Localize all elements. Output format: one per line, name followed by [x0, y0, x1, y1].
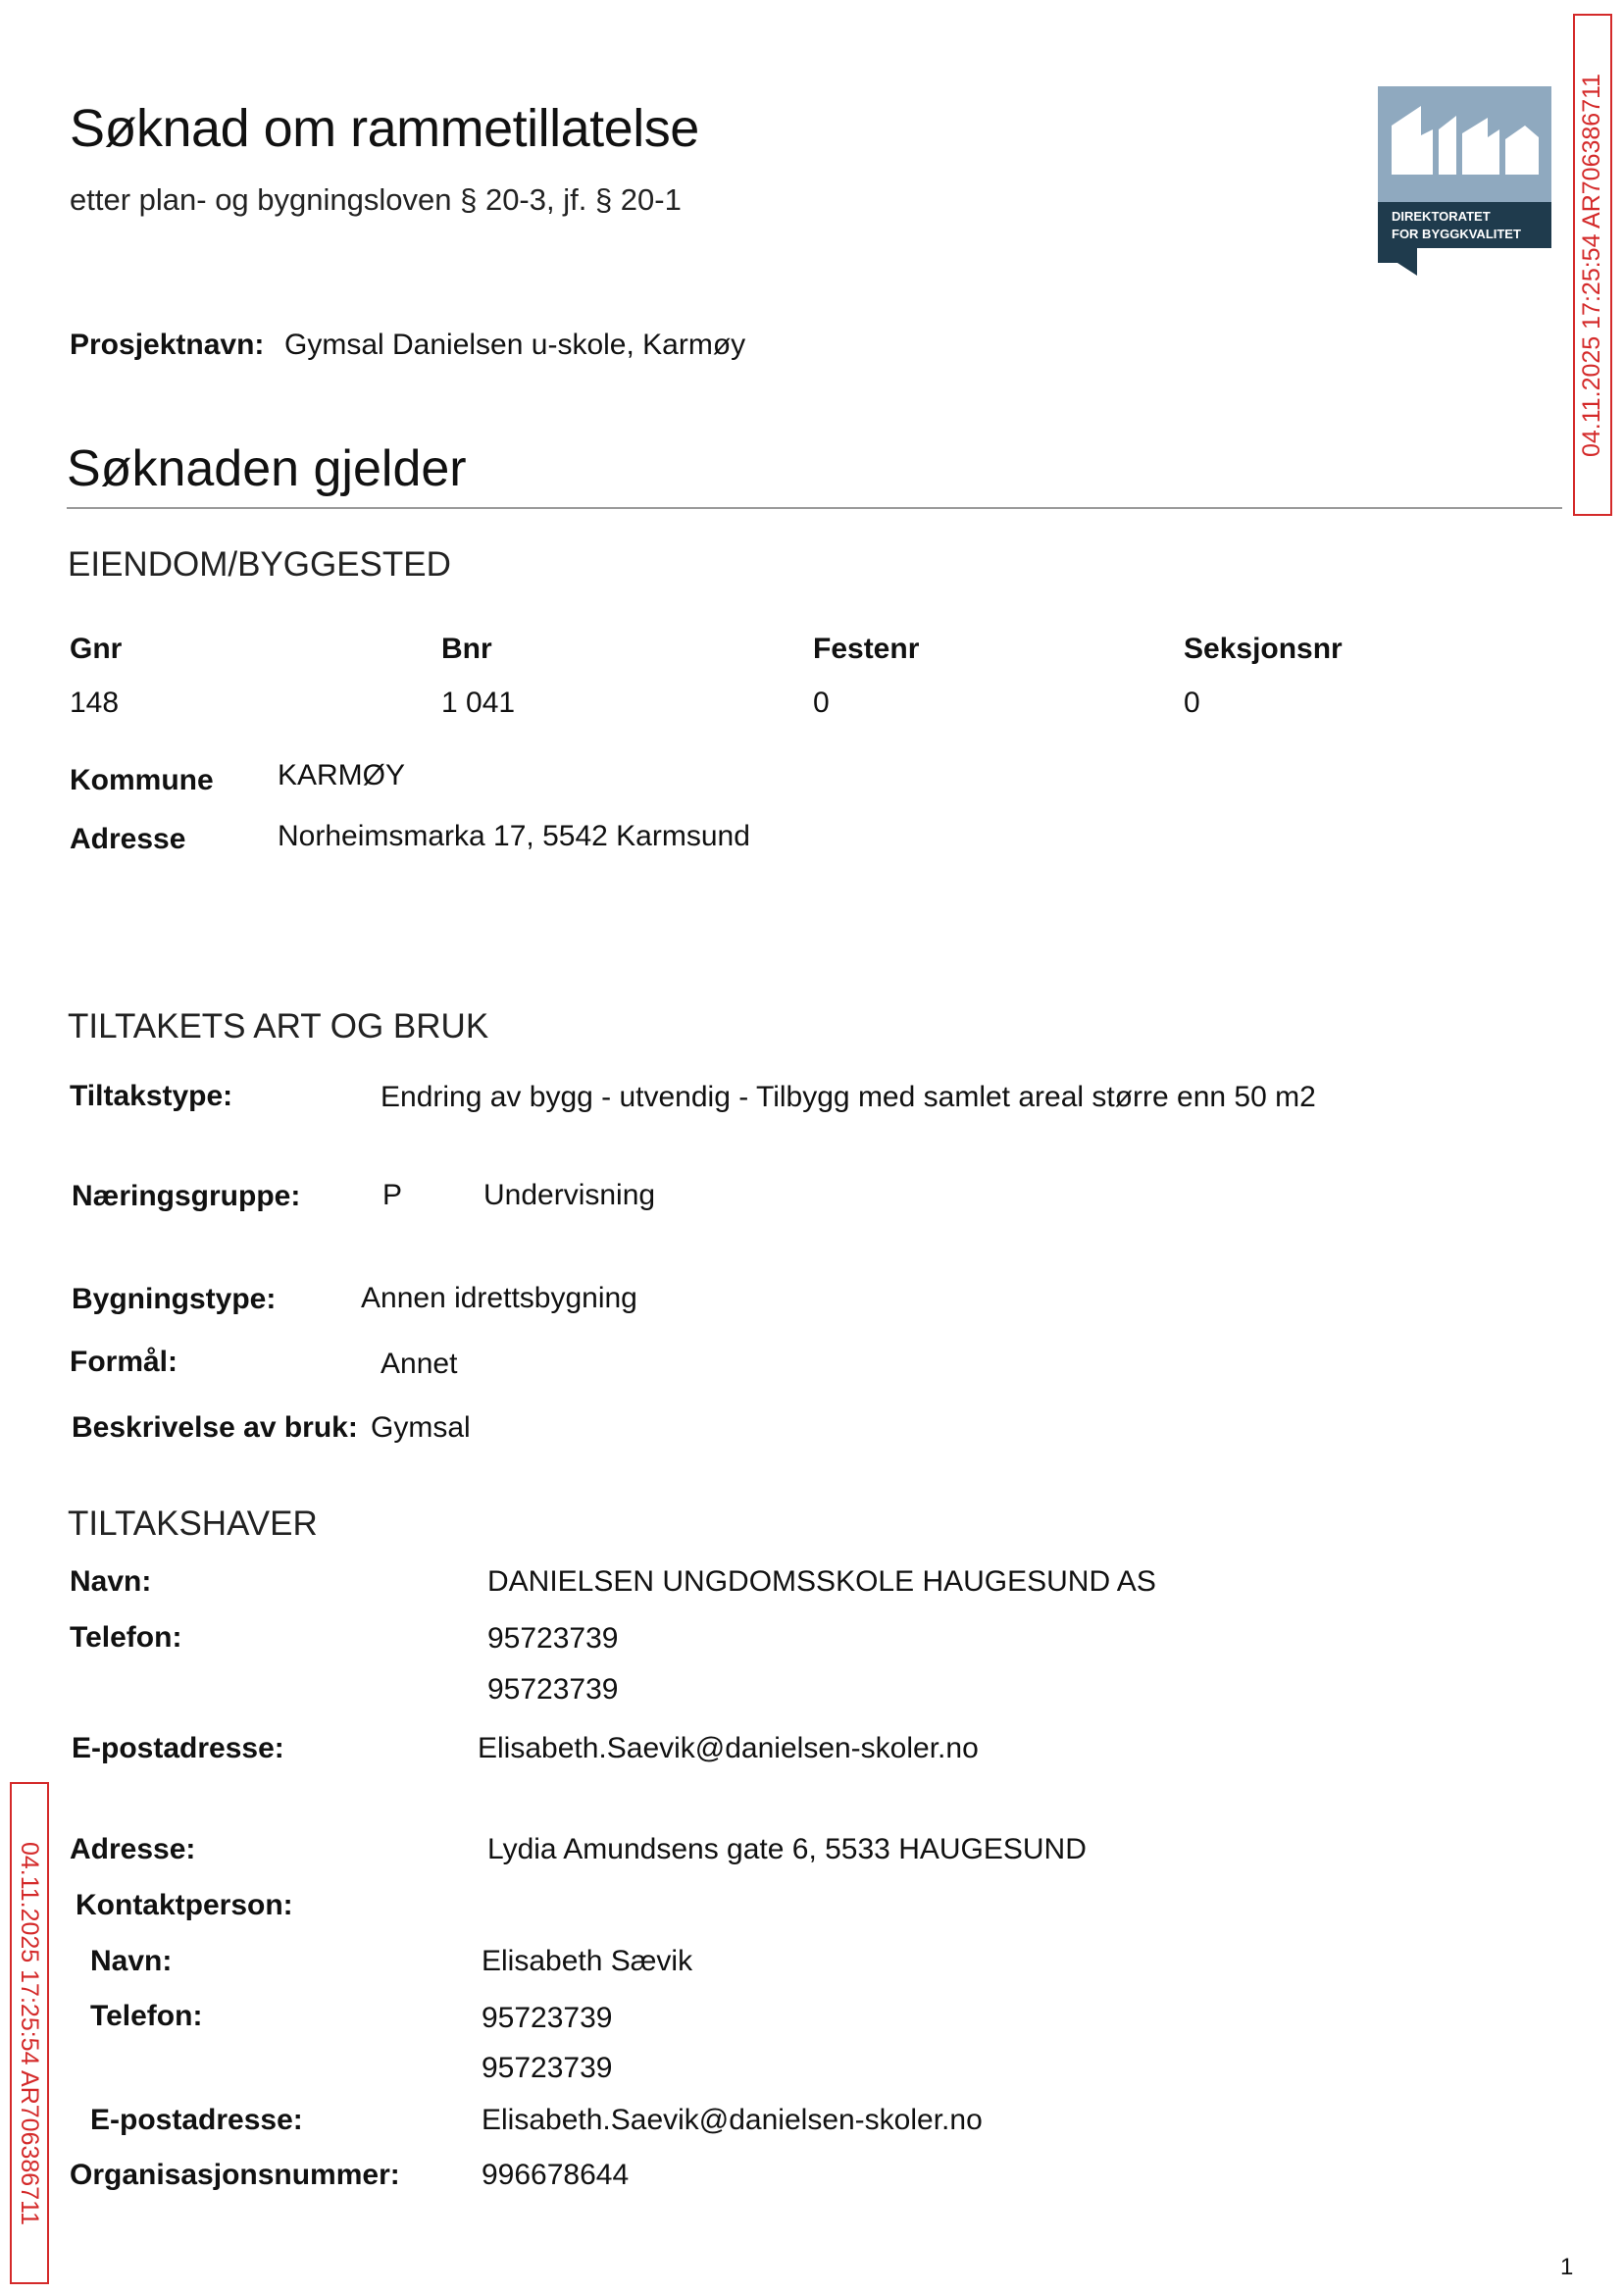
property-address-label: Adresse — [70, 823, 186, 855]
owner-phone-label: Telefon: — [70, 1621, 182, 1654]
org-number-label: Organisasjonsnummer: — [70, 2159, 400, 2191]
contact-name-value: Elisabeth Sævik — [482, 1945, 693, 1977]
dibk-logo — [1378, 86, 1551, 276]
application-heading: Søknaden gjelder — [67, 440, 467, 497]
contact-name-label: Navn: — [90, 1945, 173, 1977]
owner-heading: TILTAKSHAVER — [68, 1504, 318, 1543]
logo-text-line1: DIREKTORATET — [1392, 209, 1491, 224]
industry-label: Næringsgruppe: — [72, 1180, 301, 1212]
contact-phone-label: Telefon: — [90, 2000, 203, 2032]
heading-divider — [67, 507, 1562, 509]
owner-email-label: E-postadresse: — [72, 1732, 284, 1764]
org-number-value: 996678644 — [482, 2159, 630, 2191]
seksjonsnr-header: Seksjonsnr — [1184, 633, 1343, 665]
purpose-label: Formål: — [70, 1346, 178, 1378]
gnr-header: Gnr — [70, 633, 123, 665]
owner-phone-value-1: 95723739 — [487, 1622, 619, 1655]
festenr-header: Festenr — [813, 633, 920, 665]
logo-text-line2: FOR BYGGKVALITET — [1392, 227, 1521, 241]
owner-address-value: Lydia Amundsens gate 6, 5533 HAUGESUND — [487, 1833, 1087, 1865]
page-number: 1 — [1560, 2254, 1574, 2280]
owner-phone-value-2: 95723739 — [487, 1673, 619, 1706]
industry-code: P — [382, 1179, 403, 1211]
owner-address-label: Adresse: — [70, 1833, 196, 1865]
purpose-value: Annet — [381, 1348, 458, 1380]
stamp-left-text: 04.11.2025 17:25:54 AR706386711 — [16, 1841, 44, 2225]
owner-name-label: Navn: — [70, 1565, 152, 1598]
stamp-left — [10, 1782, 49, 2284]
contact-email-value: Elisabeth.Saevik@danielsen-skoler.no — [482, 2104, 983, 2136]
seksjonsnr-value: 0 — [1184, 687, 1200, 719]
property-address-value: Norheimsmarka 17, 5542 Karmsund — [278, 820, 750, 852]
festenr-value: 0 — [813, 687, 830, 719]
bnr-value: 1 041 — [441, 687, 516, 719]
property-heading: EIENDOM/BYGGESTED — [68, 545, 451, 584]
building-type-value: Annen idrettsbygning — [361, 1282, 637, 1314]
measure-type-label: Tiltakstype: — [70, 1080, 233, 1112]
contact-phone-value-1: 95723739 — [482, 2002, 613, 2034]
project-name-value: Gymsal Danielsen u-skole, Karmøy — [284, 329, 746, 361]
contact-email-label: E-postadresse: — [90, 2104, 303, 2136]
measure-type-value: Endring av bygg - utvendig - Tilbygg med samlet areal større enn 50 m2 — [381, 1081, 1316, 1113]
gnr-value: 148 — [70, 687, 120, 719]
owner-email-value: Elisabeth.Saevik@danielsen-skoler.no — [478, 1732, 979, 1764]
bnr-header: Bnr — [441, 633, 492, 665]
usage-label: Beskrivelse av bruk: — [72, 1411, 358, 1444]
usage-value: Gymsal — [371, 1411, 471, 1444]
document-title: Søknad om rammetillatelse — [70, 99, 699, 158]
stamp-right — [1573, 14, 1612, 516]
owner-name-value: DANIELSEN UNGDOMSSKOLE HAUGESUND AS — [487, 1565, 1156, 1598]
municipality-label: Kommune — [70, 764, 214, 796]
building-type-label: Bygningstype: — [72, 1283, 277, 1315]
dibk-logo-graphic — [1378, 86, 1551, 276]
contact-person-label: Kontaktperson: — [76, 1889, 293, 1921]
industry-value: Undervisning — [483, 1179, 656, 1211]
document-subtitle: etter plan- og bygningsloven § 20-3, jf. § 20-1 — [70, 182, 682, 217]
contact-phone-value-2: 95723739 — [482, 2052, 613, 2084]
measure-heading: TILTAKETS ART OG BRUK — [68, 1007, 489, 1045]
stamp-right-text: 04.11.2025 17:25:54 AR706386711 — [1578, 73, 1606, 457]
municipality-value: KARMØY — [278, 759, 406, 791]
project-name-label: Prosjektnavn: — [70, 329, 265, 361]
